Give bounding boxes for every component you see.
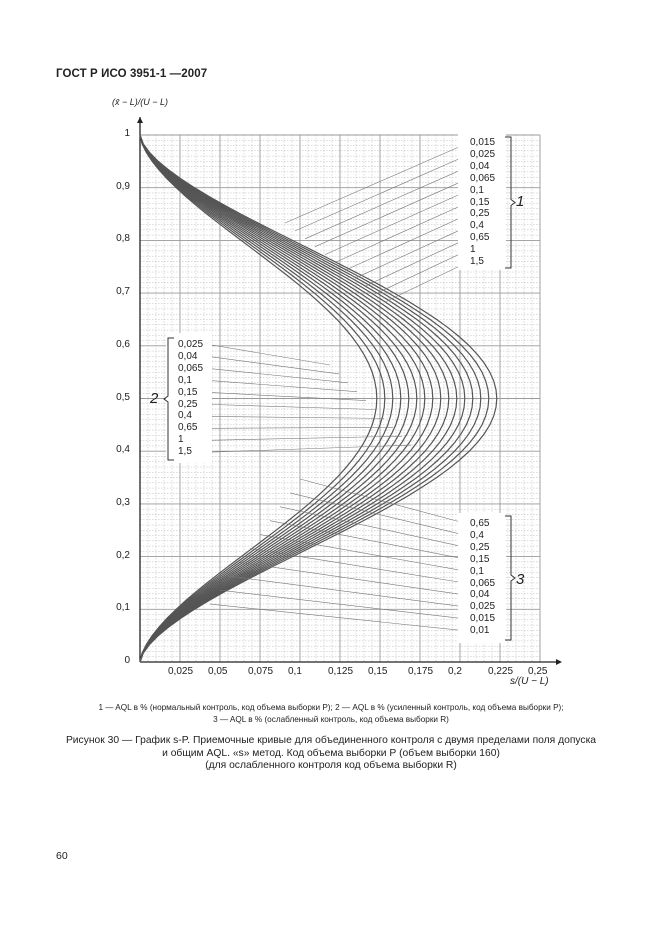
x-tick-label: 0,25 <box>528 666 548 677</box>
curve-label: 0,025 <box>470 148 496 160</box>
leader-line-group-3 <box>240 562 468 595</box>
leader-line-group-2 <box>212 393 366 401</box>
y-tick-label: 0,2 <box>116 549 130 561</box>
curve-label: 0,1 <box>470 565 484 577</box>
note-line-1: 1 — AQL в % (нормальный контроль, код объема выборки Р); 2 — AQL в % (усиленный контроль, код объема выборки Р); <box>98 703 564 712</box>
curve-label: 0,4 <box>470 529 484 541</box>
caption-line-3: (для ослабленного контроля код объема выборки R) <box>205 760 457 771</box>
leader-line-group-2 <box>212 416 384 418</box>
curve-label: 0,25 <box>470 541 490 553</box>
y-tick-label: 0 <box>124 655 130 666</box>
document-header: ГОСТ Р ИСО 3951-1 —2007 <box>56 68 208 80</box>
curve-label: 0,04 <box>470 589 490 601</box>
leader-line-group-1 <box>335 203 468 263</box>
y-tick-label: 0,6 <box>116 338 130 350</box>
figure-note <box>40 702 622 725</box>
y-tick-label: 0,4 <box>116 444 130 456</box>
curve-label: 1,5 <box>178 446 192 458</box>
note-line-2: 3 — AQL в % (ослабленный контроль, код объема выборки R) <box>213 714 449 724</box>
caption-line-1: Рисунок 30 — График s-P. Приемочные кривые для объединенного контроля с двумя пределами поля допуска <box>65 735 597 746</box>
leader-line-group-1 <box>345 214 468 270</box>
curve-label: 0,15 <box>470 196 490 208</box>
curve-label: 0,15 <box>178 386 198 398</box>
leader-line-group-3 <box>230 576 468 607</box>
curve-label: 1 <box>470 244 476 256</box>
curve-label: 0,1 <box>178 374 192 386</box>
y-tick-label: 1 <box>124 128 130 139</box>
curve-label: 0,65 <box>178 422 198 434</box>
curve-label: 0,025 <box>178 339 204 350</box>
leader-line-group-1 <box>375 250 468 294</box>
x-axis-arrow <box>556 659 562 665</box>
leader-line-group-1 <box>325 191 468 255</box>
curve-label: 0,065 <box>470 577 496 589</box>
x-tick-label: 0,1 <box>288 666 302 677</box>
y-tick-label: 0,8 <box>116 233 130 245</box>
y-tick-label: 0,3 <box>116 496 130 508</box>
x-tick-label: 0,225 <box>488 666 514 677</box>
x-tick-label: 0,05 <box>208 666 228 677</box>
x-tick-label: 0,025 <box>168 666 194 677</box>
leader-line-group-1 <box>385 262 468 302</box>
curve-label: 0,15 <box>470 553 490 565</box>
y-tick-label: 0,1 <box>116 602 130 614</box>
leader-line-group-3 <box>210 604 468 631</box>
curve-label: 0,025 <box>470 601 496 613</box>
x-tick-label: 0,125 <box>328 666 354 677</box>
x-tick-label: 0,075 <box>248 666 274 677</box>
leader-line-group-3 <box>220 590 468 619</box>
leader-line-group-2 <box>212 405 375 410</box>
leader-line-group-1 <box>305 167 468 239</box>
leader-line-group-1 <box>365 238 468 286</box>
group-number-3: 3 <box>516 571 525 588</box>
x-tick-label: 0,2 <box>448 666 462 677</box>
leader-line-group-2 <box>212 357 339 374</box>
leader-line-group-2 <box>212 345 330 365</box>
figure-caption <box>40 735 622 773</box>
bracket-group-1 <box>505 137 515 268</box>
curve-label: 0,065 <box>178 362 204 374</box>
leader-line-group-1 <box>285 143 468 223</box>
leader-line-group-2 <box>212 427 393 428</box>
curve-label: 0,1 <box>470 184 484 196</box>
curve-label: 0,25 <box>470 208 490 220</box>
curve-label: 0,065 <box>470 172 496 184</box>
y-tick-label: 0,9 <box>116 180 130 192</box>
curve-label: 0,4 <box>470 220 484 232</box>
bracket-group-3 <box>505 516 515 640</box>
legend-group-3 <box>470 518 495 637</box>
leader-line-group-2 <box>212 369 348 383</box>
curve-label: 0,04 <box>178 350 198 362</box>
y-tick-label: 0,5 <box>116 391 130 403</box>
curve-label: 0,65 <box>470 232 490 244</box>
curve-label: 1,5 <box>470 256 484 268</box>
page-number: 60 <box>56 850 68 862</box>
curve-label: 0,015 <box>470 137 496 148</box>
curve-label: 0,65 <box>470 518 490 529</box>
legend-group-2 <box>178 339 203 458</box>
group-number-1: 1 <box>516 193 525 210</box>
x-tick-label: 0,15 <box>368 666 388 677</box>
group-number-2: 2 <box>150 390 159 407</box>
caption-line-2: и общим AQL. «s» метод. Код объема выборки Р (объем выборки 160) <box>162 747 500 759</box>
y-axis-label: (x̄ − L)/(U − L) <box>112 97 169 107</box>
curve-label: 0,04 <box>470 160 490 172</box>
x-axis-label: s/(U − L) <box>510 676 549 687</box>
curve-label: 0,01 <box>470 625 490 637</box>
curve-label: 1 <box>178 434 184 446</box>
legend-group-1 <box>470 137 495 268</box>
y-tick-label: 0,7 <box>116 286 130 298</box>
x-tick-label: 0,175 <box>408 666 434 677</box>
curve-label: 0,4 <box>178 410 192 422</box>
curve-label: 0,25 <box>178 398 198 410</box>
curve-label: 0,015 <box>470 613 496 625</box>
leader-line-group-2 <box>212 381 357 392</box>
